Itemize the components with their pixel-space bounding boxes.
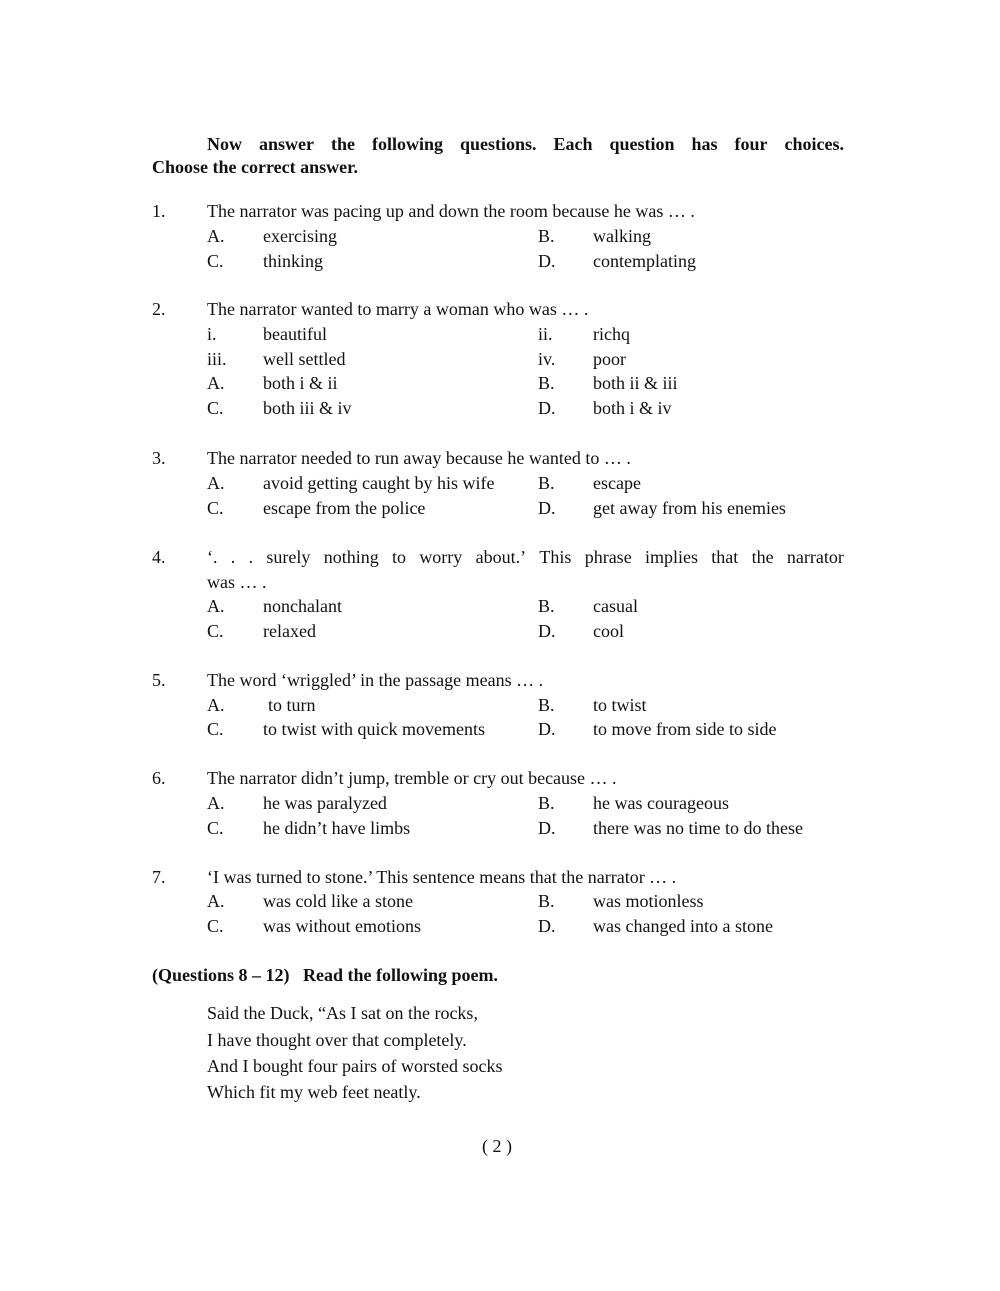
option-letter: i. [207,324,217,344]
option-letter: B. [538,596,555,616]
option-text: well settled [263,349,346,369]
option-letter: C. [207,916,224,936]
poem-line: Said the Duck, “As I sat on the rocks, [207,1003,478,1023]
option-letter: A. [207,891,225,911]
option-text: cool [593,621,624,641]
instruction-word: the [330,134,355,154]
question-number: 5. [152,670,166,690]
option-letter: A. [207,473,225,493]
instruction-word: following [371,134,443,154]
option-text: poor [593,349,626,369]
question-number: 4. [152,547,166,567]
option-text: was motionless [593,891,704,911]
option-text: avoid getting caught by his wife [263,473,495,493]
poem-line: I have thought over that completely. [207,1030,467,1050]
option-text: beautiful [263,324,327,344]
option-text: was without emotions [263,916,421,936]
option-text: escape [593,473,641,493]
option-text: there was no time to do these [593,818,803,838]
option-text: exercising [263,226,337,246]
instructions-line-1 [207,133,844,155]
option-text: nonchalant [263,596,342,616]
option-letter: D. [538,398,556,418]
option-letter: A. [207,596,225,616]
question-word: worry [419,547,463,567]
question-word: about.’ [475,547,527,567]
instruction-word: Each [553,134,593,154]
option-text: to turn [268,695,316,715]
question-word: nothing [323,547,379,567]
option-text: both iii & iv [263,398,352,418]
option-text: get away from his enemies [593,498,786,518]
poem-section-heading: (Questions 8 – 12) Read the following poem. [152,965,498,985]
option-letter: C. [207,398,224,418]
option-text: relaxed [263,621,316,641]
option-text: contemplating [593,251,696,271]
question-number: 7. [152,867,166,887]
option-text: he didn’t have limbs [263,818,411,838]
option-letter: D. [538,251,556,271]
option-letter: D. [538,818,556,838]
question-number: 3. [152,448,166,468]
option-text: was cold like a stone [263,891,413,911]
option-letter: D. [538,719,556,739]
option-text: he was courageous [593,793,729,813]
poem-line: And I bought four pairs of worsted socks [207,1056,503,1076]
instruction-word: has [691,134,718,154]
option-text: to twist [593,695,647,715]
question-text: The narrator didn’t jump, tremble or cry out because … . [207,768,617,788]
question-number: 2. [152,299,166,319]
option-text: casual [593,596,638,616]
option-text: escape from the police [263,498,426,518]
option-text: walking [593,226,651,246]
option-text: to twist with quick movements [263,719,485,739]
question-word: surely [266,547,311,567]
option-text: both i & ii [263,373,338,393]
question-text [207,546,844,568]
instructions-line-2: Choose the correct answer. [152,157,358,177]
option-text: both i & iv [593,398,672,418]
option-letter: B. [538,695,555,715]
option-letter: C. [207,251,224,271]
option-text: was changed into a stone [593,916,773,936]
instruction-word: questions. [459,134,537,154]
option-text: to move from side to side [593,719,777,739]
question-word: that [711,547,739,567]
question-word: phrase [584,547,632,567]
option-letter: C. [207,818,224,838]
option-letter: B. [538,373,555,393]
page-number: ( 2 ) [482,1136,512,1156]
instruction-word: Now [207,134,242,154]
option-letter: B. [538,793,555,813]
question-text: The narrator needed to run away because he wanted to … . [207,448,631,468]
option-letter: ii. [538,324,553,344]
option-letter: D. [538,916,556,936]
question-word: to [392,547,407,567]
option-letter: iv. [538,349,556,369]
option-letter: A. [207,226,225,246]
option-letter: A. [207,695,225,715]
option-letter: D. [538,621,556,641]
question-number: 6. [152,768,166,788]
instruction-word: four [734,134,768,154]
option-letter: C. [207,719,224,739]
instruction-word: question [609,134,675,154]
question-text: The word ‘wriggled’ in the passage means … . [207,670,544,690]
question-text: The narrator was pacing up and down the room because he was … . [207,201,695,221]
question-text: The narrator wanted to marry a woman who was … . [207,299,589,319]
question-word: . [248,547,254,567]
question-word: This [539,547,572,567]
question-word: . [230,547,236,567]
question-text: ‘I was turned to stone.’ This sentence means that the narrator … . [207,867,677,887]
option-letter: C. [207,498,224,518]
instruction-word: choices. [784,134,844,154]
option-letter: A. [207,373,225,393]
instruction-word: answer [258,134,314,154]
question-word: the [751,547,774,567]
option-letter: C. [207,621,224,641]
option-letter: B. [538,891,555,911]
option-letter: B. [538,473,555,493]
option-text: he was paralyzed [263,793,387,813]
poem-line: Which fit my web feet neatly. [207,1082,421,1102]
option-text: richq [593,324,630,344]
option-letter: B. [538,226,555,246]
option-text: both ii & iii [593,373,678,393]
question-text-continued: was … . [207,572,267,592]
question-word: ‘. [207,547,218,567]
option-letter: iii. [207,349,227,369]
option-letter: A. [207,793,225,813]
question-word: implies [644,547,698,567]
question-number: 1. [152,201,166,221]
question-word: narrator [786,547,844,567]
option-letter: D. [538,498,556,518]
option-text: thinking [263,251,324,271]
